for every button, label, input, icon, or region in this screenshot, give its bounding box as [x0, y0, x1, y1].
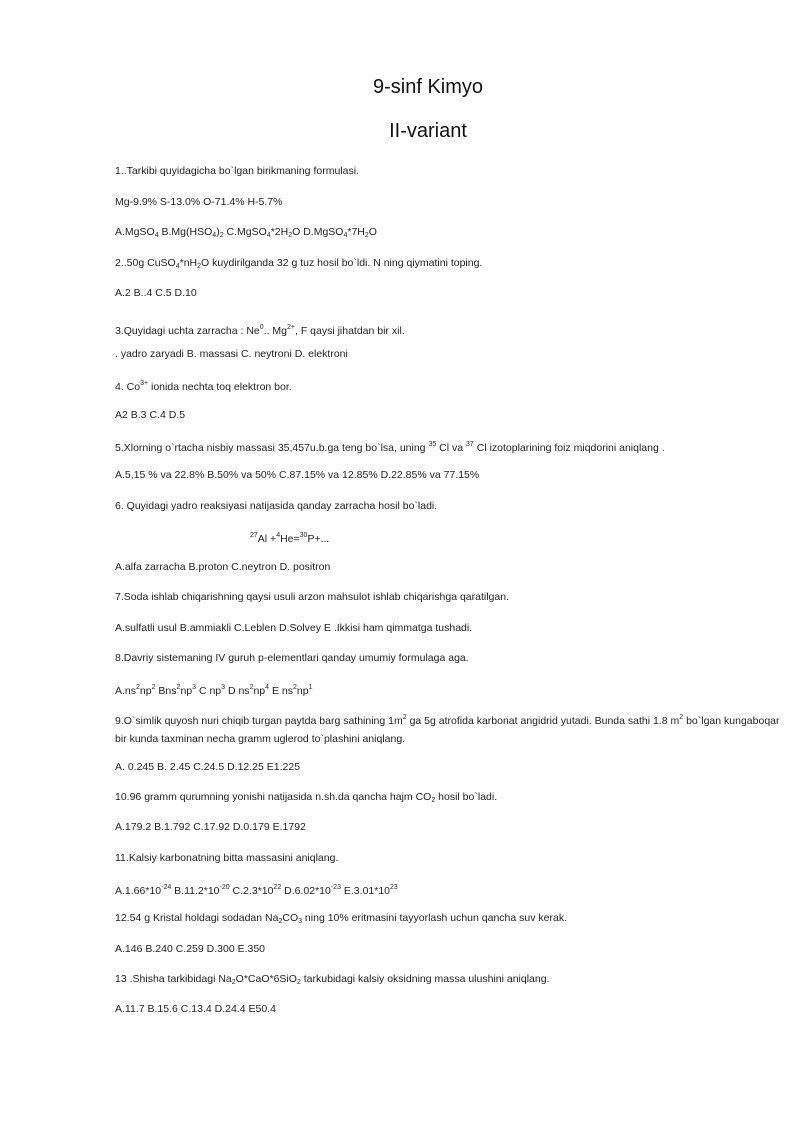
question-5-answers: A.5,15 % va 22.8% B.50% va 50% C.87.15% va 12.85% D.22.85% va 77.15%	[115, 469, 480, 481]
question-7: 7.Soda ishlab chiqarishning qaysi usuli arzon mahsulot ishlab chiqarishga qaratilgan.	[115, 591, 509, 603]
question-6-reaction: $^{27}$Al +$^4$He=$^{30}$P+...	[250, 532, 330, 545]
question-2-answers: A.2 B..4 C.5 D.10	[115, 287, 197, 299]
document-title: 9-sinf Kimyo	[372, 76, 484, 98]
question-6: 6. Quyidagi yadro reaksiyasi natijasida qanday zarracha hosil bo`ladi.	[115, 500, 438, 512]
question-13-answers: A.11.7 B.15.6 C.13.4 D.24.4 E50.4	[115, 1003, 276, 1015]
question-12-answers: A.146 B.240 C.259 D.300 E.350	[115, 943, 266, 955]
question-9-answers: A. 0.245 B. 2.45 C.24.5 D.12.25 E1.225	[115, 761, 301, 773]
question-1-composition: Mg-9.9% S-13.0% O-71.4% H-5.7%	[115, 196, 283, 208]
question-8-answers: $A.ns^2np^2$ $Bns^2np^3$ C $np^3$ D $ns^2np^4$ E $ns^2np^1$	[115, 684, 313, 697]
question-13: 13 .Shisha tarkibidagi $Na_2O*CaO*6SiO_2$ tarkubidagi kalsiy oksidning massa ulushini aniqlang.	[115, 973, 550, 986]
question-11: 11.Kalsiy karbonatning bitta massasini aniqlang.	[115, 852, 339, 864]
question-9: 9.O`simlik quyosh nuri chiqib turgan paytda barg sathining $1m^2$ ga 5g atrofida karbonat angidrid yutadi. Bunda sathi 1.8 $m^2$ bo`lgan kungaboqar bir kunda taxminan necha gramm uglerod to`plashini aniqlang.	[115, 714, 780, 745]
question-12: 12.54 g Kristal holdagi sodadan $Na_2CO_3$ ning 10% eritmasini tayyorlash uchun qancha suv kerak.	[115, 912, 567, 925]
question-3-answers: . yadro zaryadi B. massasi C. neytroni D. elektroni	[115, 348, 348, 360]
question-8: 8.Davriy sistemaning IV guruh p-elementlari qanday umumiy formulaga aga.	[115, 652, 469, 664]
question-10: 10.96 gramm qurumning yonishi natijasida n.sh.da qancha hajm $CO_2$ hosil bo`ladi.	[115, 791, 498, 804]
variant-title: II-variant	[389, 120, 467, 142]
question-3: 3.Quyidagi uchta zarracha : Ne$^0$.. $Mg^{2+}$, F qaysi jihatdan bir xil.	[115, 324, 405, 337]
question-2: 2..50g $CuSO_4*nH_2O$ kuydirilganda 32 g tuz hosil bo`ldi. N ning qiymatini toping.	[115, 257, 483, 270]
question-1: 1..Tarkibi quyidagicha bo`lgan birikmaning formulasi.	[115, 165, 359, 177]
question-10-answers: A.179.2 B.1.792 C.17.92 D.0.179 E.1792	[115, 821, 306, 833]
question-6-answers: A.alfa zarracha B.proton C.neytron D. positron	[115, 561, 331, 573]
question-7-answers: A.sulfatli usul B.ammiakli C.Leblen D.Solvey E .Ikkisi ham qimmatga tushadi.	[115, 622, 473, 634]
question-4-answers: A2 B.3 C.4 D.5	[115, 409, 186, 421]
question-5: 5.Xlorning o`rtacha nisbiy massasi 35,457u.b.ga teng bo`lsa, uning $^{35}$ Cl va $^{37}$ Cl izotoplarining foiz miqdorini aniqlang .	[115, 441, 665, 454]
question-4: 4. $Co^{3+}$ ionida nechta toq elektron bor.	[115, 380, 292, 393]
question-1-answers: A.MgSO$_4$ $B.Mg(HSO_4)_2$ $C.MgSO_4*2H_2O$ $D.MgSO_4*7H_2O$	[115, 226, 377, 239]
question-11-answers: $A.1.66*10^{-24}$ $B.11.2*10^{-20}$ $C.2.3*10^{22}$ $D.6.02*10^{-23}$ $E.3.01*10^{23}$	[115, 884, 398, 897]
